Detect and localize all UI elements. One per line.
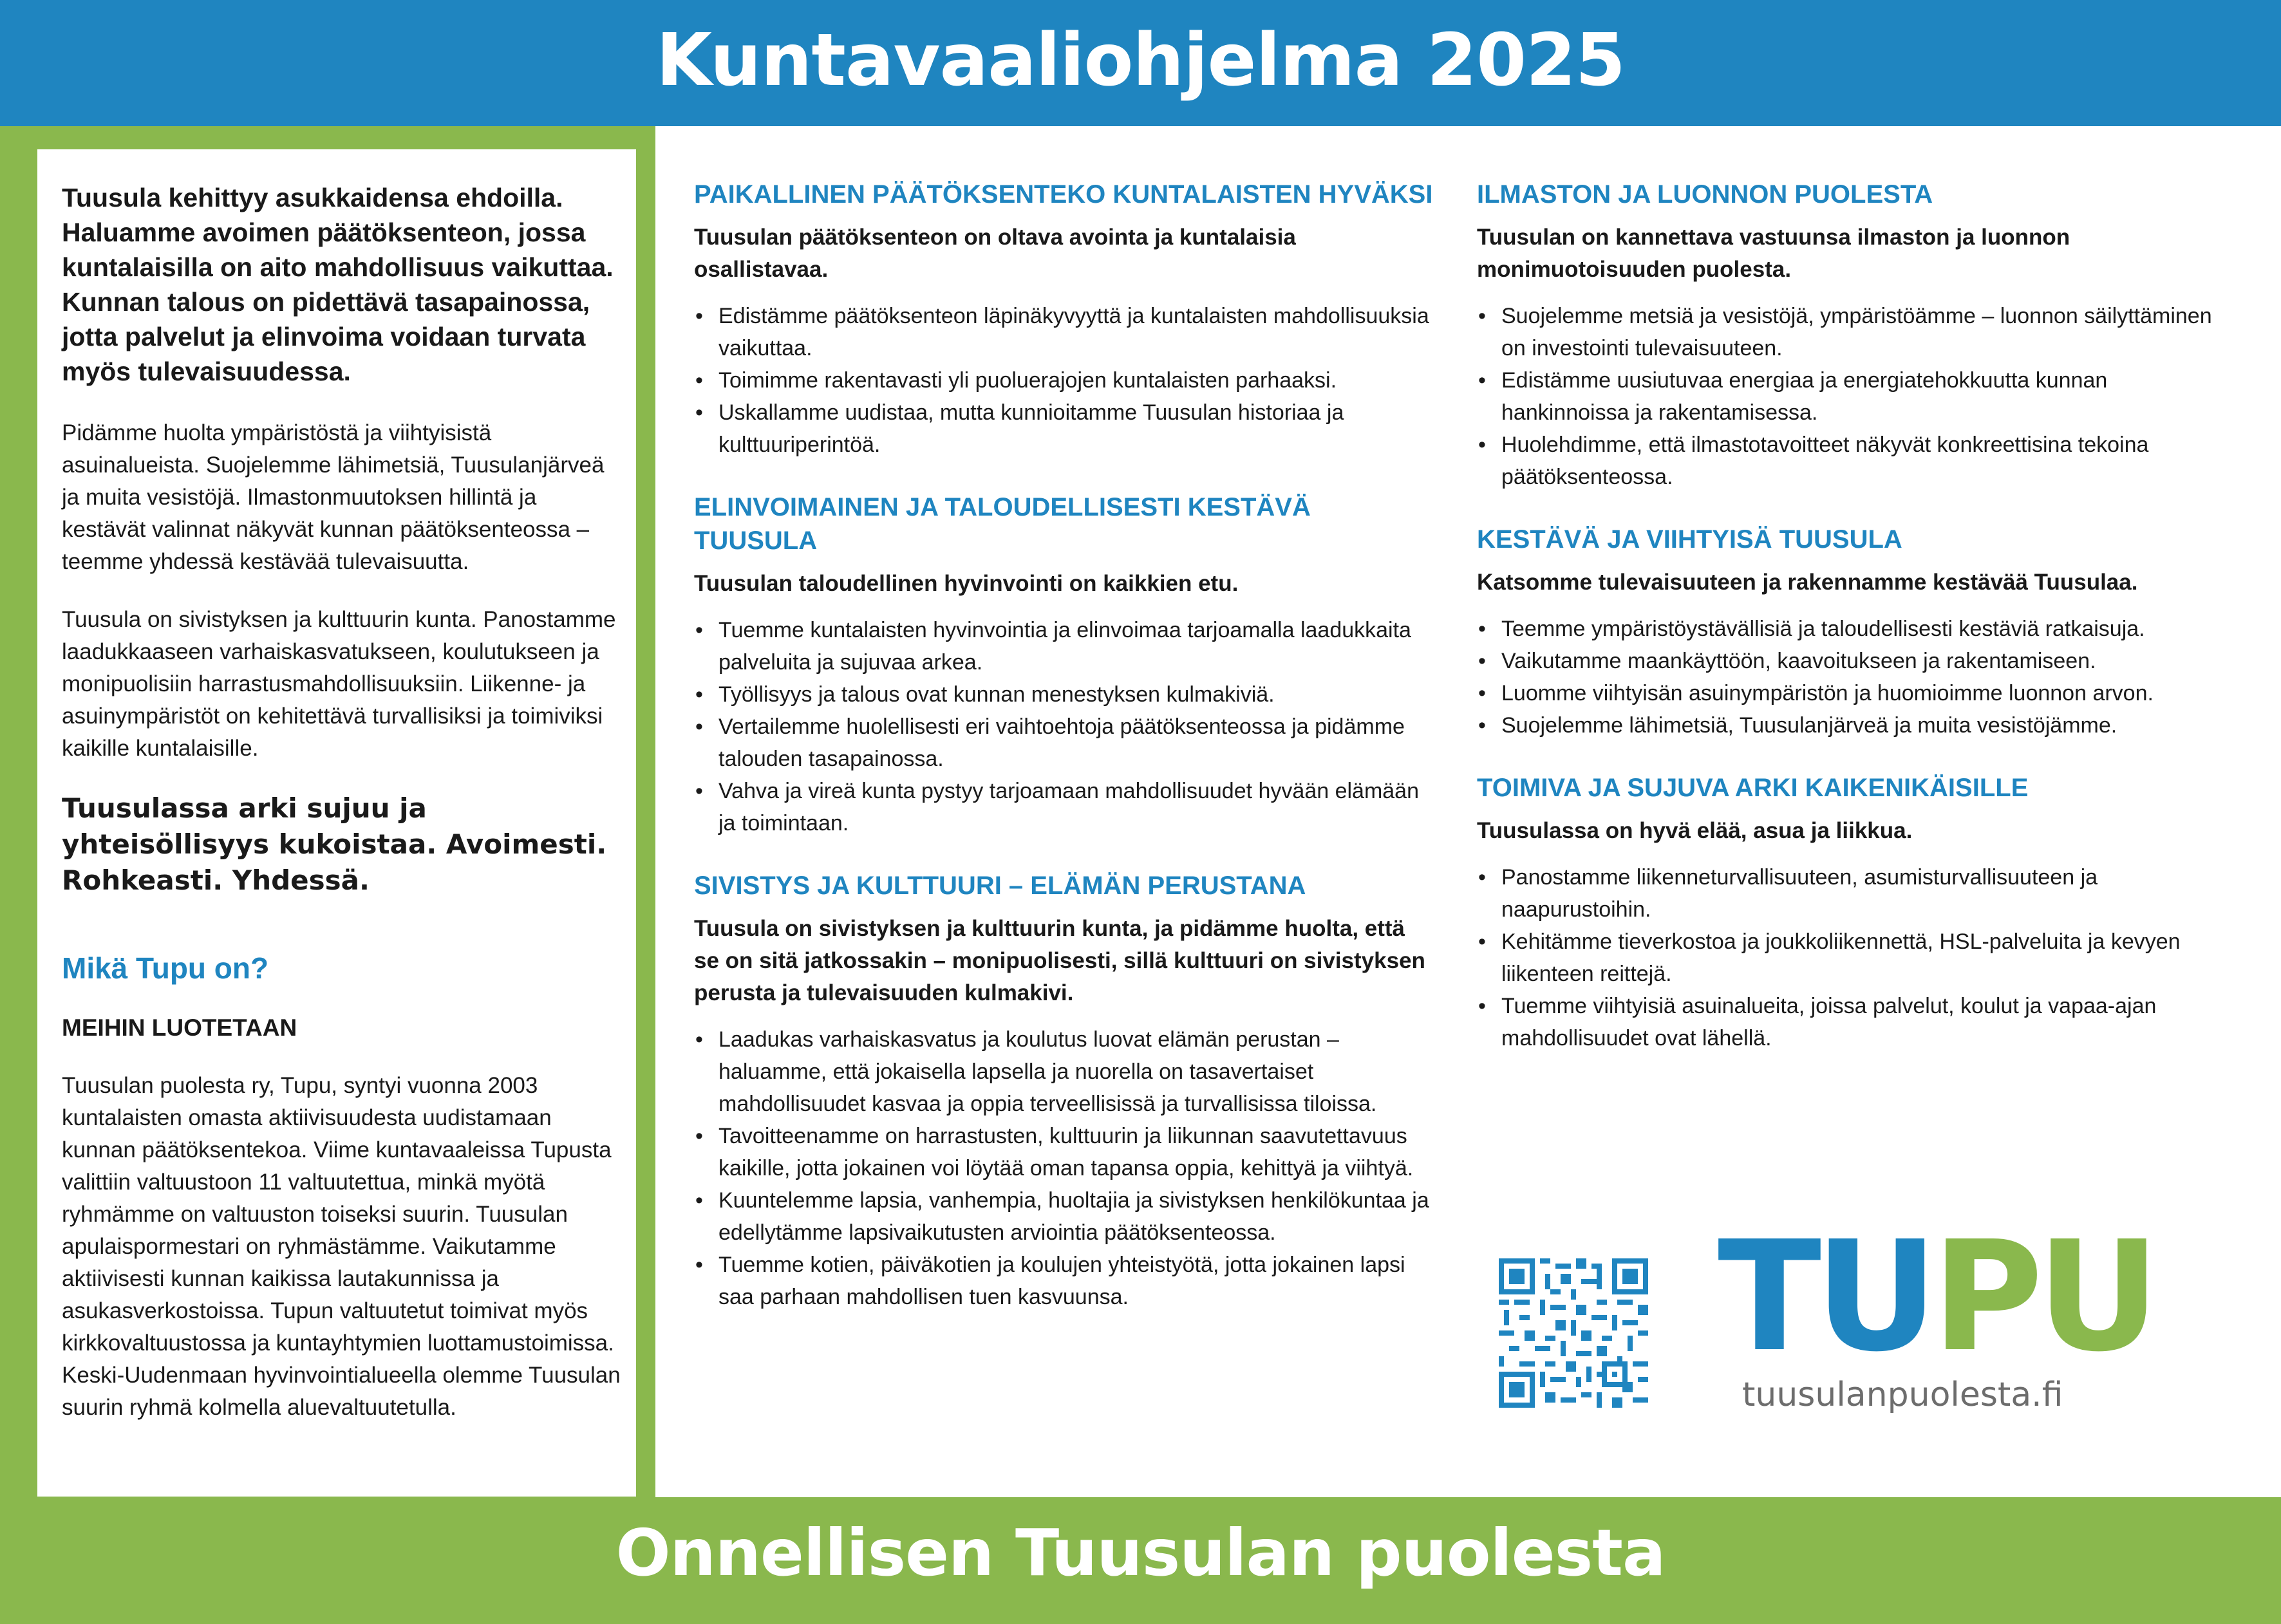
section-bullets: [1477, 861, 2217, 1054]
list-item: • Vahva ja vireä kunta pystyy tarjoamaan mahdollisuudet hyvään elämään ja toimintaan.: [694, 775, 1434, 839]
list-item: • Työllisyys ja talous ovat kunnan menestyksen kulmakiviä.: [694, 678, 1434, 711]
list-item: • Tavoitteenamme on harrastusten, kulttuurin ja liikunnan saavutettavuus kaikille, jotta jokainen voi löytää oman tapansa oppia, kehittyä ja viihtyä.: [694, 1120, 1434, 1184]
list-item: • Toimimme rakentavasti yli puoluerajojen kuntalaisten parhaaksi.: [694, 364, 1434, 397]
section-title: SIVISTYS JA KULTTUURI – ELÄMÄN PERUSTANA: [694, 872, 1306, 900]
section-climate-nature: [1477, 178, 2217, 493]
section-title: KESTÄVÄ JA VIIHTYISÄ TUUSULA: [1477, 525, 1902, 554]
section-bullets: [694, 300, 1434, 461]
intro-text: Tuusula kehittyy asukkaidensa ehdoilla. Haluamme avoimen päätöksenteon, jossa kuntalaisilla on aito mahdollisuus vaikuttaa. Kunnan talous on pidettävä tasapainossa, jotta palvelut ja elinvoima voidaan turvata myös tulevaisuudessa.: [62, 183, 614, 386]
section-lead: Tuusulan on kannettava vastuunsa ilmaston ja luonnon monimuotoisuuden puolesta.: [1477, 225, 2070, 282]
list-item: • Kehitämme tieverkostoa ja joukkoliikennettä, HSL-palveluita ja kevyen liikenteen reittejä.: [1477, 926, 2217, 990]
list-item: • Panostamme liikenneturvallisuuteen, asumisturvallisuuteen ja naapurustoihin.: [1477, 861, 2217, 926]
section-everyday-life: [1477, 771, 2217, 1054]
about-heading: Mikä Tupu on?: [62, 951, 269, 985]
website-url[interactable]: tuusulanpuolesta.fi: [1742, 1376, 2063, 1414]
list-item: • Huolehdimme, että ilmastotavoitteet näkyvät konkreettisina tekoina päätöksenteossa.: [1477, 429, 2217, 493]
section-title: PAIKALLINEN PÄÄTÖKSENTEKO KUNTALAISTEN HYVÄKSI: [694, 180, 1433, 209]
program-column-middle: [694, 178, 1434, 1343]
about-subheading: MEIHIN LUOTETAAN: [62, 1014, 297, 1041]
section-bullets: [694, 614, 1434, 839]
left-column-content: [62, 180, 622, 1450]
logo-part-tu: TU: [1718, 1208, 1932, 1385]
about-text: Tuusulan puolesta ry, Tupu, syntyi vuonna 2003 kuntalaisten omasta aktiivisuudesta uudistamaan kunnan päätöksentekoa. Viime kuntavaaleissa Tupusta valittiin valtuustoon 11 valtuutettua, minkä myötä ryhmämme on valtuuston toiseksi suurin. Tuusulan apulaispormestari on ryhmästämme. Vaikutamme aktiivisesti kunnan kaikissa lautakunnissa ja asukasverkostoissa. Tupun valtuutetut toimivat myös kirkkovaltuustossa ja kuntayhtymien luottamustoimissa. Keski-Uudenmaan hyvinvointialueella olemme Tuusulan suurin ryhmä kolmella aluevaltuutetulla.: [62, 1073, 621, 1420]
tupu-logo: [1718, 1208, 2154, 1414]
list-item: • Vertailemme huolellisesti eri vaihtoehtoja päätöksenteossa ja pidämme talouden tasapainossa.: [694, 711, 1434, 775]
list-item: • Edistämme uusiutuvaa energiaa ja energiatehokkuutta kunnan hankinnoissa ja rakentamisessa.: [1477, 364, 2217, 429]
slogan-text: Tuusulassa arki sujuu ja yhteisöllisyys kukoistaa. Avoimesti. Rohkeasti. Yhdessä.: [62, 792, 607, 896]
list-item: • Tuemme viihtyisiä asuinalueita, joissa palvelut, koulut ja vapaa-ajan mahdollisuudet ovat lähellä.: [1477, 990, 2217, 1054]
list-item: • Teemme ympäristöystävällisiä ja taloudellisesti kestäviä ratkaisuja.: [1477, 613, 2217, 645]
section-title: ILMASTON JA LUONNON PUOLESTA: [1477, 180, 1933, 209]
header-banner: [0, 0, 2281, 126]
section-bullets: [694, 1023, 1434, 1313]
section-economy: [694, 490, 1434, 839]
list-item: • Luomme viihtyisän asuinympäristön ja huomioimme luonnon arvon.: [1477, 677, 2217, 709]
section-title: TOIMIVA JA SUJUVA ARKI KAIKENIKÄISILLE: [1477, 774, 2029, 802]
qr-code-icon[interactable]: [1499, 1258, 1648, 1408]
list-item: • Edistämme päätöksenteon läpinäkyvyyttä ja kuntalaisten mahdollisuuksia vaikuttaa.: [694, 300, 1434, 364]
section-education-culture: [694, 869, 1434, 1313]
section-local-decision-making: [694, 178, 1434, 461]
footer-slogan: Onnellisen Tuusulan puolesta: [615, 1515, 1666, 1591]
logo-wordmark: [1718, 1208, 2154, 1385]
list-item: • Kuuntelemme lapsia, vanhempia, huoltajia ja sivistyksen henkilökuntaa ja edellytämme lapsivaikutusten arviointia päätöksenteossa.: [694, 1184, 1434, 1249]
list-item: • Uskallamme uudistaa, mutta kunnioitamme Tuusulan historiaa ja kulttuuriperintöä.: [694, 397, 1434, 461]
section-bullets: [1477, 300, 2217, 493]
section-lead: Tuusulassa on hyvä elää, asua ja liikkua.: [1477, 818, 1913, 843]
list-item: • Laadukas varhaiskasvatus ja koulutus luovat elämän perustan – haluamme, että jokaisella lapsella ja nuorella on tasavertaiset mahdollisuudet kasvaa ja oppia terveellisissä ja turvallisissa tiloissa.: [694, 1023, 1434, 1120]
section-title: ELINVOIMAINEN JA TALOUDELLISESTI KESTÄVÄ TUUSULA: [694, 493, 1311, 555]
section-lead: Tuusulan taloudellinen hyvinvointi on kaikkien etu.: [694, 571, 1239, 596]
left-column-panel: [37, 149, 636, 1497]
section-lead: Tuusula on sivistyksen ja kulttuurin kunta, ja pidämme huolta, että se on sitä jatkossakin – monipuolisesti, sillä kulttuuri on sivistyksen perusta ja tulevaisuuden kulmakivi.: [694, 916, 1425, 1005]
logo-part-pu: PU: [1931, 1208, 2154, 1385]
program-column-right: [1477, 178, 2217, 1084]
list-item: • Tuemme kotien, päiväkotien ja koulujen yhteistyötä, jotta jokainen lapsi saa parhaan mahdollisen tuen kasvuunsa.: [694, 1249, 1434, 1313]
section-bullets: [1477, 613, 2217, 742]
list-item: • Suojelemme metsiä ja vesistöjä, ympäristöämme – luonnon säilyttäminen on investointi tulevaisuuteen.: [1477, 300, 2217, 364]
list-item: • Suojelemme lähimetsiä, Tuusulanjärveä ja muita vesistöjämme.: [1477, 709, 2217, 742]
list-item: • Vaikutamme maankäyttöön, kaavoitukseen ja rakentamiseen.: [1477, 645, 2217, 677]
list-item: • Tuemme kuntalaisten hyvinvointia ja elinvoimaa tarjoamalla laadukkaita palveluita ja sujuvaa arkea.: [694, 614, 1434, 678]
section-lead: Katsomme tulevaisuuteen ja rakennamme kestävää Tuusulaa.: [1477, 570, 2138, 595]
page-title: Kuntavaaliohjelma 2025: [656, 19, 1625, 102]
culture-paragraph: Tuusula on sivistyksen ja kulttuurin kunta. Panostamme laadukkaaseen varhaiskasvatukseen, koulutukseen ja monipuolisiin harrastusmahdollisuuksiin. Liikenne- ja asuinympäristöt on kehitettävä turvallisiksi ja toimiviksi kaikille kuntalaisille.: [62, 607, 616, 761]
section-sustainable-tuusula: [1477, 523, 2217, 742]
section-lead: Tuusulan päätöksenteon on oltava avointa ja kuntalaisia osallistavaa.: [694, 225, 1296, 282]
environment-paragraph: Pidämme huolta ympäristöstä ja viihtyisistä asuinalueista. Suojelemme lähimetsiä, Tuusulanjärveä ja muita vesistöjä. Ilmastonmuutoksen hillintä ja kestävät valinnat näkyvät kunnan päätöksenteossa – teemme yhdessä kestävää tulevaisuutta.: [62, 420, 605, 574]
